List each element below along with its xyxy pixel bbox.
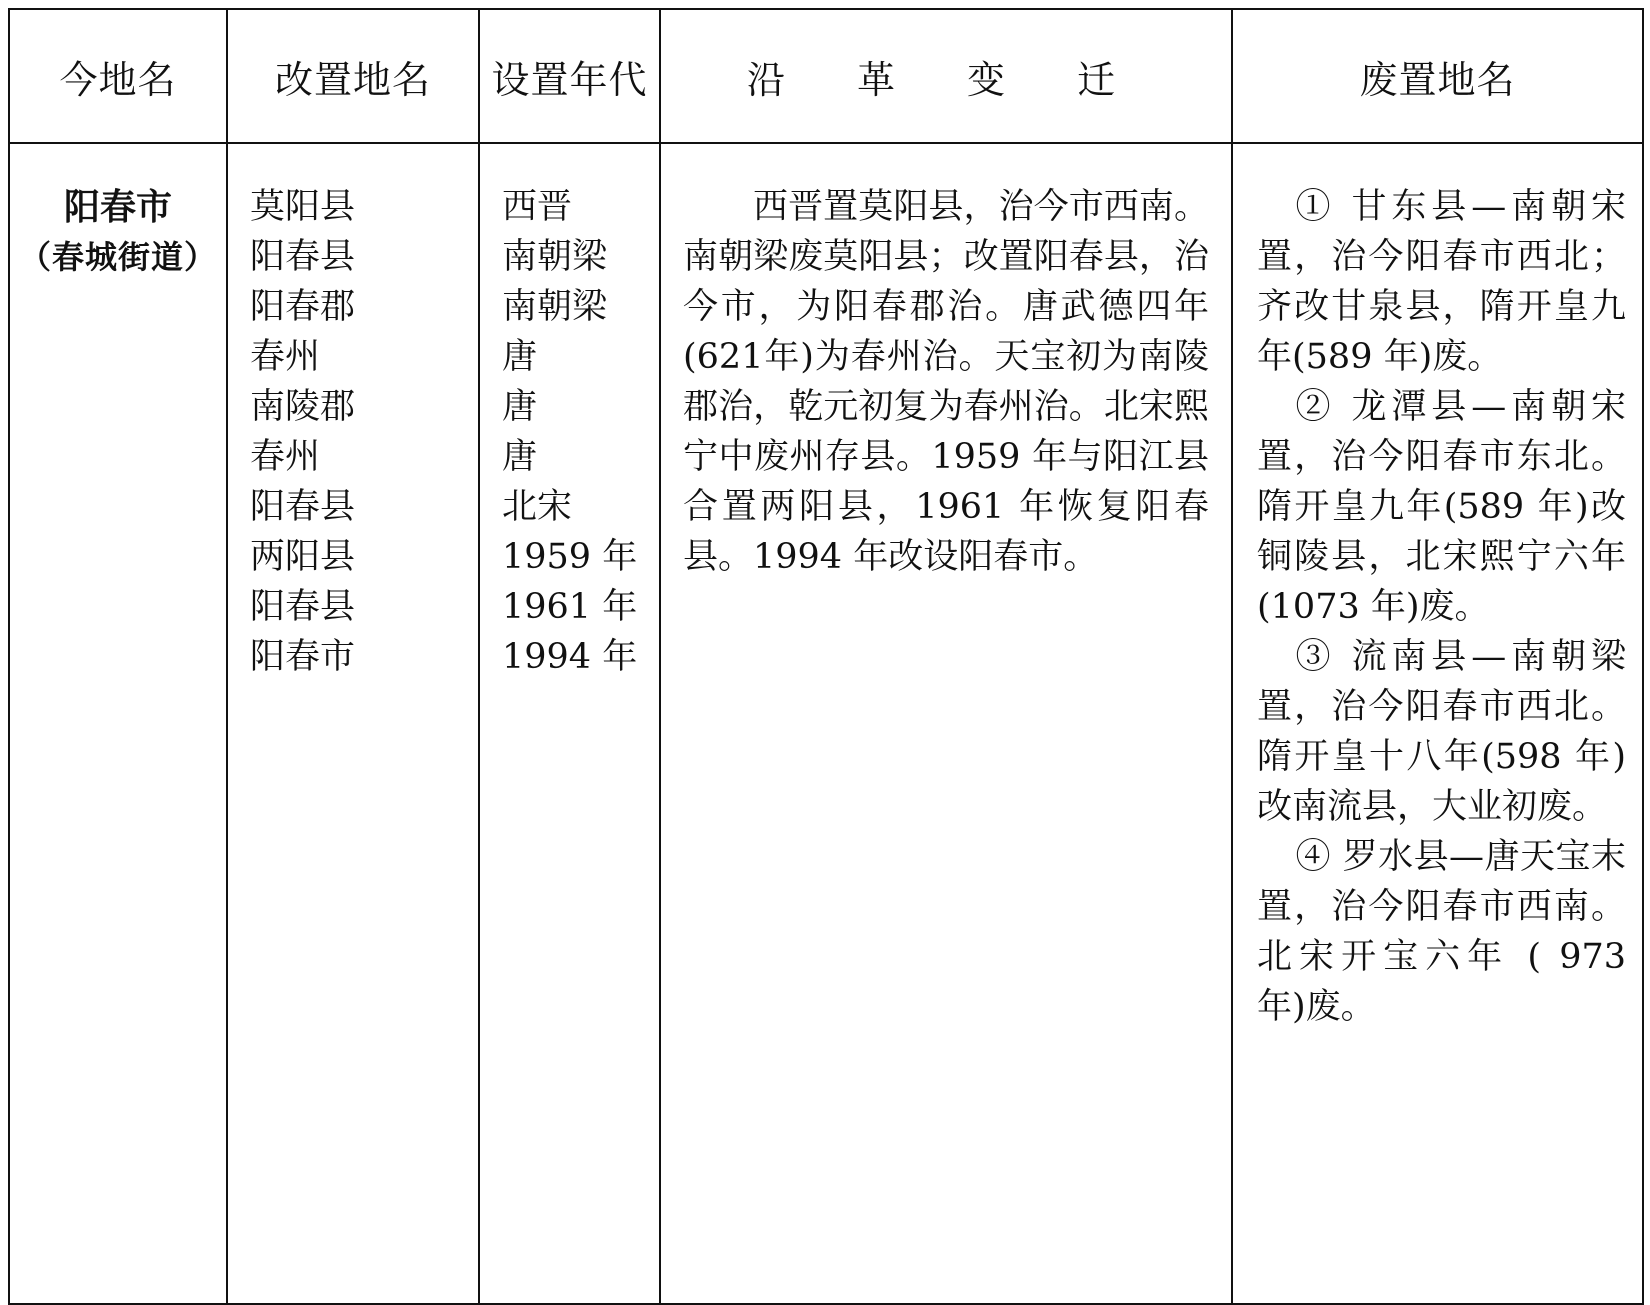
header-former-name: 改置地名 (227, 9, 479, 143)
abolished-item: ③ 流南县—南朝梁置，治今阳春市西北。隋开皇十八年(598 年)改南流县，大业初废。 (1257, 637, 1626, 827)
header-year: 设置年代 (479, 9, 660, 143)
gazetteer-table (8, 8, 1644, 1305)
former-name-item: 莫阳县 (250, 187, 356, 227)
abolished-item: ④ 罗水县—唐天宝末置，治今阳春市西南。北宋开宝六年 ( 973 年)废。 (1257, 837, 1626, 1027)
year-item: 西晋 (502, 187, 573, 227)
former-name-item: 阳春县 (250, 487, 356, 527)
years-cell (479, 143, 660, 1304)
former-name-item: 阳春县 (250, 587, 356, 627)
table-row (9, 143, 1643, 1304)
header-abolished: 废置地名 (1232, 9, 1643, 143)
history-text: 西晋置莫阳县，治今市西南。南朝梁废莫阳县；改置阳春县，治今市，为阳春郡治。唐武德四年(621年)为春州治。天宝初为南陵郡治，乾元初复为春州治。北宋熙宁中废州存县。1959 年与阳江县合置两阳县，1961 年恢复阳春县。1994 年改设阳春市。 (683, 187, 1209, 577)
abolished-item: ② 龙潭县—南朝宋置，治今阳春市东北。隋开皇九年(589 年)改铜陵县，北宋熙宁六年(1073 年)废。 (1257, 387, 1626, 627)
abolished-cell (1232, 143, 1643, 1304)
year-item: 唐 (502, 387, 538, 427)
current-sub-district: （春城街道） (18, 238, 217, 276)
former-name-item: 阳春市 (250, 637, 356, 677)
current-name: 阳春市 (63, 186, 172, 228)
header-row (9, 9, 1643, 143)
former-name-item: 春州 (250, 337, 321, 377)
current-name-cell (9, 143, 227, 1304)
year-item: 南朝梁 (502, 237, 608, 277)
former-name-item: 春州 (250, 437, 321, 477)
former-names-cell (227, 143, 479, 1304)
former-name-item: 阳春郡 (250, 287, 356, 327)
year-item: 北宋 (502, 487, 573, 527)
history-cell (660, 143, 1232, 1304)
former-name-item: 两阳县 (250, 537, 356, 577)
year-item: 南朝梁 (502, 287, 608, 327)
header-history: 沿 革 变 迁 (660, 9, 1232, 143)
former-name-item: 南陵郡 (250, 387, 356, 427)
year-item: 1994 年 (502, 637, 638, 677)
abolished-item: ① 甘东县—南朝宋置，治今阳春市西北；齐改甘泉县，隋开皇九年(589 年)废。 (1257, 187, 1626, 377)
year-item: 唐 (502, 337, 538, 377)
header-current-name: 今地名 (9, 9, 227, 143)
year-item: 唐 (502, 437, 538, 477)
year-item: 1961 年 (502, 587, 638, 627)
former-name-item: 阳春县 (250, 237, 356, 277)
year-item: 1959 年 (502, 537, 638, 577)
